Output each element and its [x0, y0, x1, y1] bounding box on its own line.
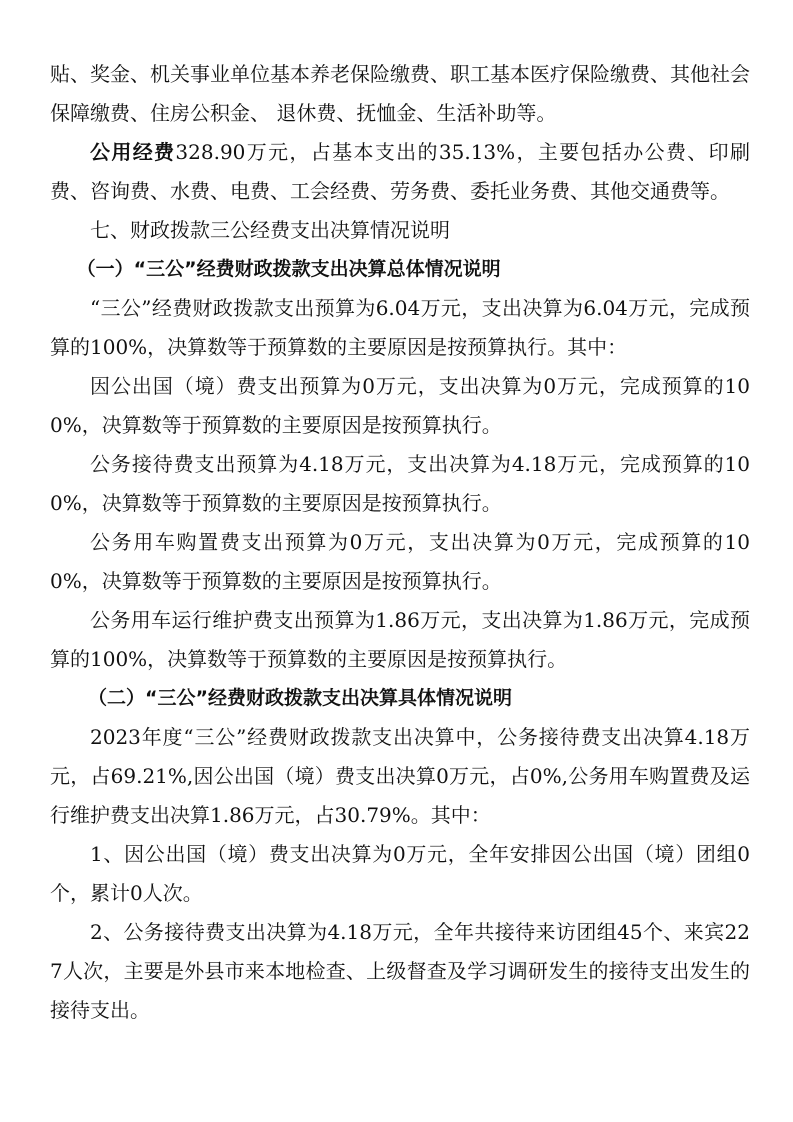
- subsection-1-title: （一）“三公”经费财政拨款支出决算总体情况说明: [76, 258, 501, 280]
- subsection-2-title: （二）“三公”经费财政拨款支出决算具体情况说明: [88, 687, 512, 709]
- public-expense-text: 328.90万元，占基本支出的35.13%，主要包括办公费、印刷费、咨询费、水费、电费、工会经费、劳务费、委托业务费、其他交通费等。: [50, 140, 750, 203]
- document-body: [50, 55, 750, 1030]
- overseas-travel-paragraph: 因公出国（境）费支出预算为0万元，支出决算为0万元，完成预算的100%，决算数等于预算数的主要原因是按预算执行。: [50, 374, 750, 437]
- official-reception-paragraph: 公务接待费支出预算为4.18万元，支出决算为4.18万元，完成预算的100%，决算数等于预算数的主要原因是按预算执行。: [50, 452, 750, 515]
- vehicle-maintenance-paragraph: 公务用车运行维护费支出预算为1.86万元，支出决算为1.86万元，完成预算的100%，决算数等于预算数的主要原因是按预算执行。: [50, 608, 750, 671]
- subsection-2-summary: 2023年度“三公”经费财政拨款支出决算中，公务接待费支出决算4.18万元，占69.21%,因公出国（境）费支出决算0万元，占0%,公务用车购置费及运行维护费支出决算1.86万元，占30.79%。其中：: [50, 725, 750, 827]
- subsection-1-summary: “三公”经费财政拨款支出预算为6.04万元，支出决算为6.04万元，完成预算的100%，决算数等于预算数的主要原因是按预算执行。其中：: [50, 296, 750, 359]
- intro-continuation-paragraph: 贴、奖金、机关事业单位基本养老保险缴费、职工基本医疗保险缴费、其他社会保障缴费、住房公积金、 退休费、抚恤金、生活补助等。: [50, 62, 750, 125]
- detail-item-2: 2、公务接待费支出决算为4.18万元，全年共接待来访团组45个、来宾227人次，主要是外县市来本地检查、上级督查及学习调研发生的接待支出发生的接待支出。: [50, 920, 750, 1022]
- section-7-title: 七、财政拨款三公经费支出决算情况说明: [90, 218, 450, 242]
- public-expense-lead: 公用经费: [90, 140, 176, 164]
- detail-item-1: 1、因公出国（境）费支出决算为0万元，全年安排因公出国（境）团组0个，累计0人次。: [50, 842, 750, 905]
- public-expense-paragraph: [50, 133, 750, 211]
- vehicle-purchase-paragraph: 公务用车购置费支出预算为0万元，支出决算为0万元，完成预算的100%，决算数等于预算数的主要原因是按预算执行。: [50, 530, 750, 593]
